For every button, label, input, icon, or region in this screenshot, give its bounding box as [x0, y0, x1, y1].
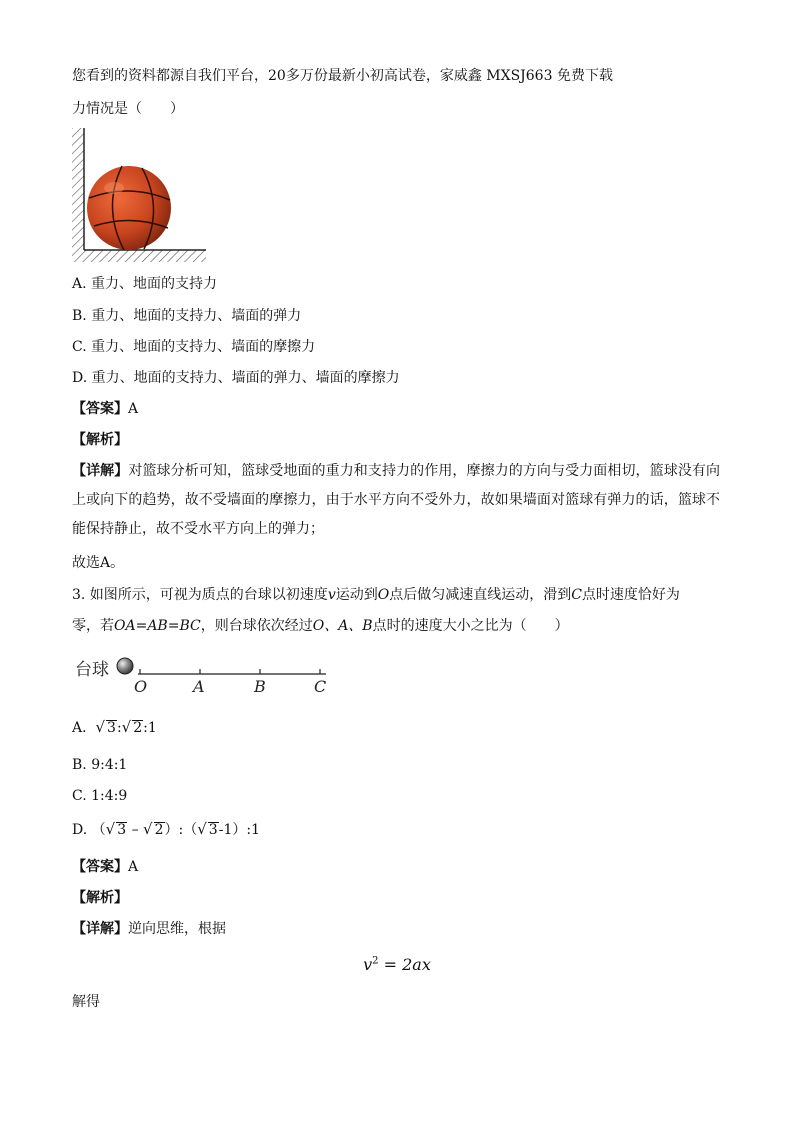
watermark-line — [72, 66, 613, 86]
q2-stem-tail: 力情况是（ ） — [72, 101, 184, 117]
q3-option-d: D. （√ 3 – √ 2）:（√ 3-1）:1 — [72, 820, 260, 838]
watermark-text: 您看到的资料都源自我们平台，20多万份最新小初高试卷，家威鑫 MXSJ663 免费下载 — [72, 68, 613, 84]
basketball-figure — [72, 128, 208, 262]
q3-stem-line1: 3. 如图所示，可视为质点的台球以初速度v运动到O点后做匀减速直线运动，滑到C点时速度恰好为 — [72, 587, 680, 603]
answer-tag: 【答案】 — [72, 401, 128, 417]
q3-jiede: 解得 — [72, 994, 100, 1010]
q2-detail — [72, 457, 720, 544]
q3-detail: 【详解】逆向思维，根据 — [72, 921, 226, 937]
floor-hatch — [72, 250, 206, 262]
q2-option-d: D. 重力、地面的支持力、墙面的弹力、墙面的摩擦力 — [72, 370, 400, 386]
q3-option-b: B. 9:4:1 — [72, 757, 128, 773]
basketball-icon — [87, 166, 171, 250]
wall-hatch — [72, 128, 84, 250]
formula-v2-2ax: $v^2 = 2ax$ — [363, 955, 431, 974]
detail-tag: 【详解】 — [72, 463, 129, 479]
answer-value: A — [128, 401, 139, 417]
q2-option-c: C. 重力、地面的支持力、墙面的摩擦力 — [72, 339, 316, 355]
billiard-ball-icon — [117, 658, 133, 674]
point-a: A — [193, 677, 205, 696]
q2-option-b: B. 重力、地面的支持力、墙面的弹力 — [72, 308, 302, 324]
q2-analysis-tag: 【解析】 — [72, 432, 128, 448]
q3-stem-line2: 零，若OA=AB=BC，则台球依次经过O、A、B点时的速度大小之比为（ ） — [72, 618, 569, 634]
q3-option-c: C. 1:4:9 — [72, 788, 128, 804]
point-c: C — [314, 677, 327, 696]
q3-analysis-tag: 【解析】 — [72, 890, 128, 906]
q2-conclusion: 故选A。 — [72, 555, 125, 571]
ball-label: 台球 — [75, 660, 109, 680]
q2-option-a: A. 重力、地面的支持力 — [72, 276, 218, 292]
q3-answer: 【答案】A — [72, 859, 139, 875]
q3-option-a: A. √ 3:√ 2:1 — [72, 718, 157, 736]
detail-text: 对篮球分析可知，篮球受地面的重力和支持力的作用，摩擦力的方向与受力面相切，篮球没有向上或向下的趋势，故不受墙面的摩擦力，由于水平方向不受外力，故如果墙面对篮球有弹力的话，篮球不能保持静止，故不受水平方向上的弹力； — [72, 463, 721, 537]
q2-answer — [72, 399, 138, 419]
point-o: O — [134, 677, 148, 696]
point-b: B — [254, 677, 266, 696]
billiard-figure — [72, 652, 342, 698]
